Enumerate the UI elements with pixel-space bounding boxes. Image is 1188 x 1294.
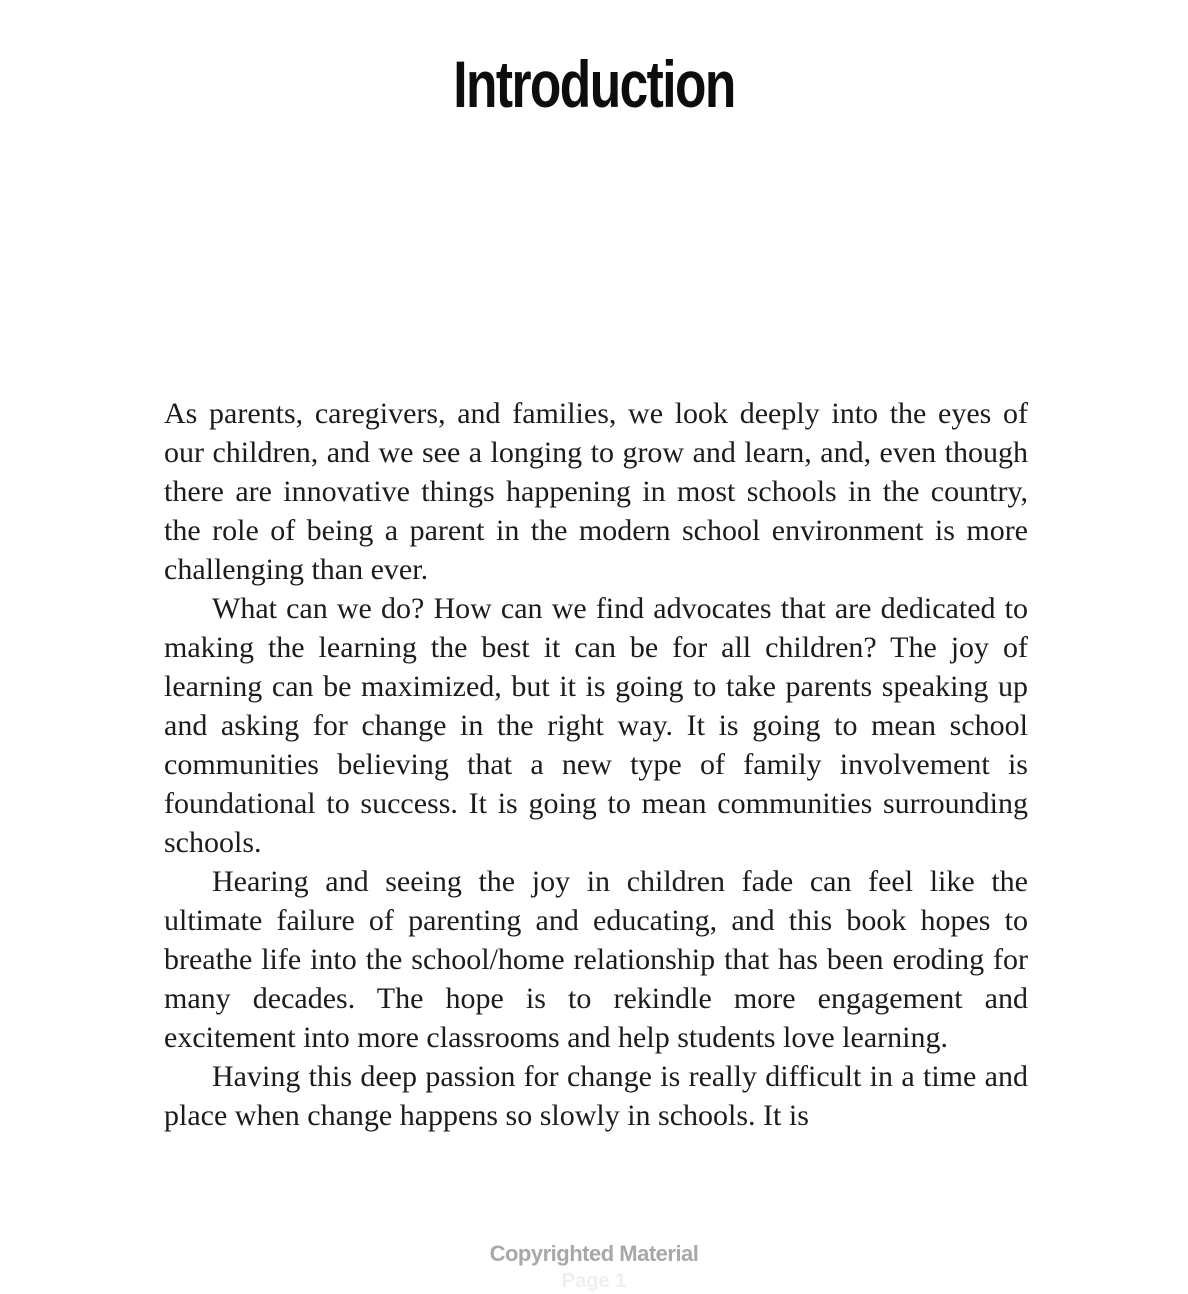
page-number-label: Page 1 xyxy=(561,1270,627,1292)
paragraph-4: Having this deep passion for change is really difficult in a time and place when change happens so slowly in schools. It is xyxy=(164,1060,1028,1132)
paragraph-3: Hearing and seeing the joy in children fade can feel like the ultimate failure of parenting and educating, and this book hopes to breathe life into the school/home relationship that has been eroding for many decades. The hope is to rekindle more engagement and excitement into more classrooms and help students love learning. xyxy=(164,865,1028,1054)
paragraph-1: As parents, caregivers, and families, we look deeply into the eyes of our children, and we see a longing to grow and learn, and, even though there are innovative things happening in most schools in the country, the role of being a parent in the modern school environment is more challenging than ever. xyxy=(164,397,1028,586)
paragraph-2: What can we do? How can we find advocates that are dedicated to making the learning the best it can be for all children? The joy of learning can be maximized, but it is going to take parents speaking up and asking for change in the right way. It is going to mean school communities believing that a new type of family involvement is foundational to success. It is going to mean communities surrounding schools. xyxy=(164,592,1028,859)
page-title: Introduction xyxy=(453,47,735,121)
body-text xyxy=(164,394,1028,1135)
copyright-watermark: Copyrighted Material xyxy=(489,1241,699,1266)
